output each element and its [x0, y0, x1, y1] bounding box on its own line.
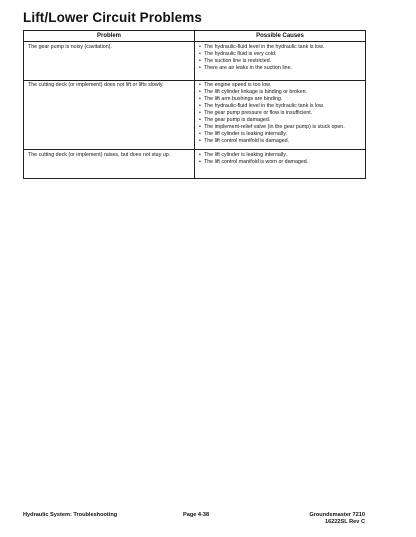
problem-text: The cutting deck (or implement) does not lift or lifts slowly.	[28, 82, 164, 88]
cause-item: • The lift cylinder is leaking internally.	[199, 131, 287, 137]
column-header-problem: Problem	[24, 31, 195, 42]
cause-item: • The suction line is restricted.	[199, 57, 272, 64]
bullet-icon: •	[199, 96, 201, 102]
problem-cell	[24, 150, 195, 179]
footer-section-title: Hydraulic System: Troubleshooting	[23, 512, 118, 518]
cause-item: • The hydraulic-fluid level in the hydraulic tank is low.	[199, 103, 325, 109]
problem-text: The gear pump is noisy (cavitation).	[28, 43, 112, 50]
cause-item: • The hydraulic fluid is very cold.	[199, 50, 277, 57]
problem-cell	[24, 42, 195, 81]
table-header-row	[24, 31, 366, 42]
bullet-icon: •	[199, 57, 201, 64]
problem-cell	[24, 80, 195, 150]
cause-item: • The gear pump is damaged.	[199, 117, 271, 123]
bullet-icon: •	[199, 50, 201, 57]
cause-item: • The hydraulic-fluid level in the hydraulic tank is low.	[199, 43, 325, 50]
bullet-icon: •	[199, 124, 201, 130]
table-row	[24, 80, 366, 150]
cause-item: • The lift control manifold is worn or damaged.	[199, 158, 309, 165]
bullet-icon: •	[199, 110, 201, 116]
cause-item: • The gear pump pressure or flow is insufficient.	[199, 110, 313, 116]
causes-cell	[195, 150, 366, 179]
causes-cell	[195, 42, 366, 81]
bullet-icon: •	[199, 158, 201, 165]
table-row	[24, 150, 366, 179]
causes-list	[199, 152, 361, 166]
troubleshooting-table	[23, 30, 366, 179]
cause-item: • The lift arm bushings are binding.	[199, 96, 283, 102]
bullet-icon: •	[199, 64, 201, 71]
cause-item: • The lift control manifold is damaged.	[199, 138, 290, 144]
bullet-icon: •	[199, 43, 201, 50]
cause-item: • The lift cylinder linkage is binding or broken.	[199, 89, 308, 95]
footer-product-name: Groundsmaster 7210	[309, 512, 365, 518]
page-title: Lift/Lower Circuit Problems	[23, 10, 202, 25]
column-header-causes: Possible Causes	[195, 31, 366, 42]
bullet-icon: •	[199, 103, 201, 109]
bullet-icon: •	[199, 151, 201, 158]
causes-list	[199, 44, 361, 72]
footer-page-number: Page 4-38	[183, 512, 210, 518]
cause-item: • The engine speed is too low.	[199, 82, 272, 88]
footer-product-info	[309, 512, 365, 526]
cause-item: • The implement-relief valve (in the gear pump) is stuck open.	[199, 124, 345, 130]
causes-list	[199, 82, 361, 145]
bullet-icon: •	[199, 82, 201, 88]
cause-item: • There are air leaks in the suction line.	[199, 64, 293, 71]
table-row	[24, 42, 366, 81]
footer-revision: 16222SL Rev C	[324, 519, 365, 525]
bullet-icon: •	[199, 138, 201, 144]
problem-text: The cutting deck (or implement) raises, but does not stay up.	[28, 151, 171, 158]
cause-item: • The lift cylinder is leaking internally.	[199, 151, 287, 158]
bullet-icon: •	[199, 131, 201, 137]
bullet-icon: •	[199, 89, 201, 95]
bullet-icon: •	[199, 117, 201, 123]
causes-cell	[195, 80, 366, 150]
